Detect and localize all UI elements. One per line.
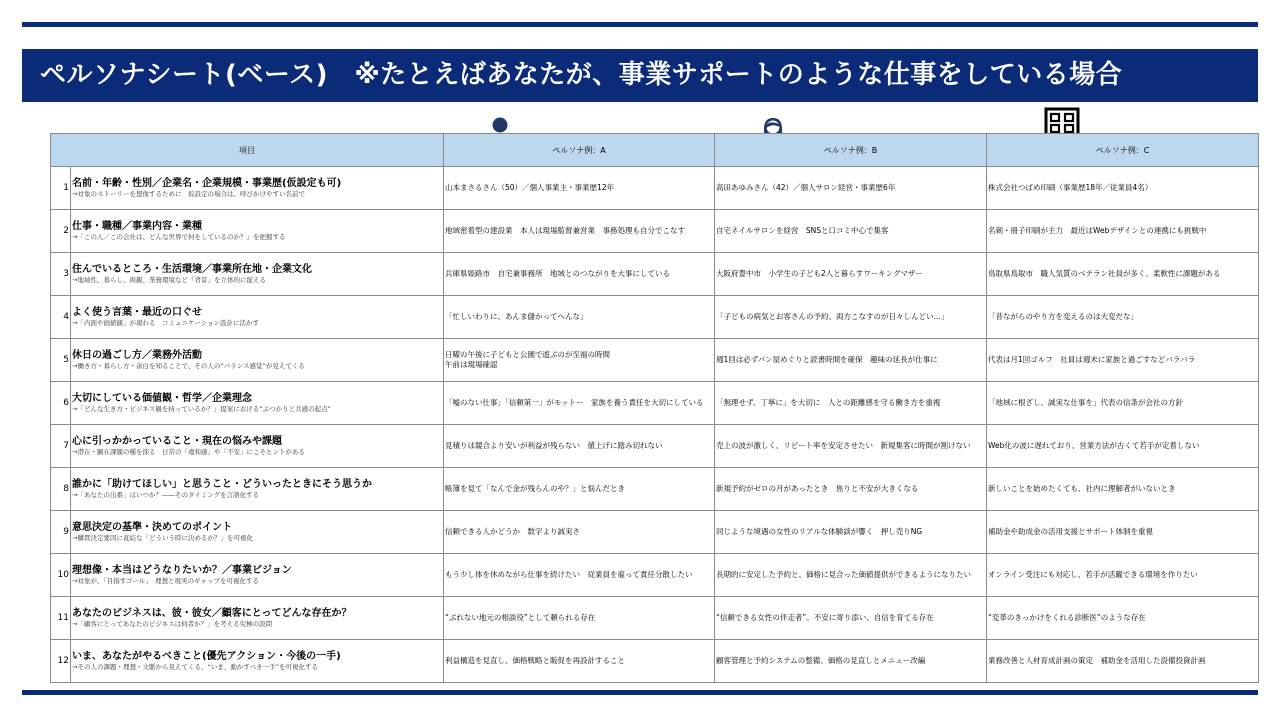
cell-persona-c: 代表は月1回ゴルフ 社員は週末に家族と過ごすなどバラバラ — [987, 339, 1259, 382]
row-title: 理想像・本当はどうなりたいか？／事業ビジョン — [72, 565, 292, 576]
row-title: 意思決定の基準・決めてのポイント — [72, 522, 232, 533]
row-subtitle: →「この人／この会社は、どんな世界で何をしているのか？」を把握する — [72, 233, 286, 241]
row-subtitle: →対象のストーリーを想像するために 仮設定の場合は、呼びかけやすい名前で — [72, 190, 305, 198]
cell-persona-c: 「地域に根ざし、誠実な仕事を」代表の信条が会社の方針 — [987, 382, 1259, 425]
cell-persona-b: 新規予約がゼロの月があったとき 焦りと不安が大きくなる — [715, 468, 987, 511]
header-item: 項目 — [51, 134, 444, 167]
row-item — [71, 167, 444, 210]
row-number: 6 — [51, 382, 71, 425]
row-subtitle: →その人の課題・理想・文脈から見えてくる、“いま、動かすべき一手”を可視化する — [72, 663, 319, 671]
row-number: 1 — [51, 167, 71, 210]
cell-persona-a: 利益構造を見直し、価格戦略と販促を再設計すること — [444, 640, 715, 683]
row-title: 心に引っかかっていること・現在の悩みや課題 — [72, 436, 282, 447]
cell-persona-c: 「昔ながらのやり方を変えるのは大変だな」 — [987, 296, 1259, 339]
row-subtitle: →「あなたの出番」はいつか？――そのタイミングを言語化する — [72, 491, 260, 499]
table-row — [51, 167, 1259, 210]
row-item — [71, 339, 444, 382]
cell-persona-a: 日曜の午後に子どもと公園で遊ぶのが至福の時間 午前は現場確認 — [444, 339, 715, 382]
row-title: あなたのビジネスは、彼・彼女／顧客にとってどんな存在か？ — [72, 608, 352, 619]
row-subtitle: →潜在・顕在課題の種を探る 日常の「違和感」や「不安」にこそヒントがある — [72, 448, 305, 456]
row-number: 9 — [51, 511, 71, 554]
row-item — [71, 382, 444, 425]
table-row — [51, 425, 1259, 468]
row-number: 10 — [51, 554, 71, 597]
header-persona-a: ペルソナ例：A — [444, 134, 715, 167]
cell-persona-c: オンライン受注にも対応し、若手が活躍できる環境を作りたい — [987, 554, 1259, 597]
cell-persona-b: “信頼できる女性の伴走者”。不安に寄り添い、自信を育てる存在 — [715, 597, 987, 640]
cell-persona-b: 自宅ネイルサロンを経営 SNSと口コミ中心で集客 — [715, 210, 987, 253]
top-rule — [22, 22, 1258, 27]
table-row — [51, 210, 1259, 253]
row-item — [71, 468, 444, 511]
bottom-rule — [22, 690, 1258, 695]
cell-persona-c: “変革のきっかけをくれる診断医”のような存在 — [987, 597, 1259, 640]
row-subtitle: →「どんな生き方・ビジネス観を持っているか？」提案における“ぶつかりと共感の起点” — [72, 405, 331, 413]
cell-persona-b: 週1回は必ずパン屋めぐりと読書時間を確保 趣味の延長が仕事に — [715, 339, 987, 382]
row-title: 名前・年齢・性別／企業名・企業規模・事業歴(仮設定も可) — [72, 178, 342, 189]
cell-persona-a: 見積りは競合より安いが利益が残らない 値上げに踏み切れない — [444, 425, 715, 468]
row-item — [71, 296, 444, 339]
cell-persona-b: 「無理せず、丁寧に」を大切に 人との距離感を守る働き方を重視 — [715, 382, 987, 425]
row-subtitle: →働き方・暮らし方・余白を知ることで、その人の“バランス感覚”が見えてくる — [72, 362, 305, 370]
table-row — [51, 468, 1259, 511]
row-item — [71, 253, 444, 296]
row-title: 誰かに「助けてほしい」と思うこと・どういったときにそう思うか — [72, 479, 372, 490]
row-item — [71, 597, 444, 640]
row-number: 5 — [51, 339, 71, 382]
cell-persona-c: 株式会社つばめ印刷（事業歴18年／従業員4名） — [987, 167, 1259, 210]
row-subtitle: →「顧客にとってあなたのビジネスは何者か？」を考える究極の設問 — [72, 620, 273, 628]
table-row — [51, 382, 1259, 425]
cell-persona-a: もう少し体を休めながら仕事を続けたい 従業員を雇って責任分散したい — [444, 554, 715, 597]
table-header-row — [51, 134, 1259, 167]
row-item — [71, 640, 444, 683]
cell-persona-c: 鳥取県鳥取市 職人気質のベテラン社員が多く、柔軟性に課題がある — [987, 253, 1259, 296]
row-item — [71, 511, 444, 554]
header-persona-b: ペルソナ例：B — [715, 134, 987, 167]
row-item — [71, 425, 444, 468]
row-subtitle: →「内面や価値観」が現れる コミュニケーション設計に活かす — [72, 319, 260, 327]
table-row — [51, 296, 1259, 339]
row-number: 3 — [51, 253, 71, 296]
cell-persona-a: 帳簿を見て「なんで金が残らんのや？」と悩んだとき — [444, 468, 715, 511]
row-subtitle: →購買決定要因に直結な「どういう時に決めるか？」を可視化 — [72, 534, 253, 542]
cell-persona-b: 長期的に安定した予約と、価格に見合った価値提供ができるようになりたい — [715, 554, 987, 597]
header-persona-c: ペルソナ例：C — [987, 134, 1259, 167]
row-title: いま、あなたがやるべきこと(優先アクション・今後の一手) — [72, 651, 341, 662]
cell-persona-a: 山本まさるさん（50）／個人事業主・事業歴12年 — [444, 167, 715, 210]
cell-persona-a: 「忙しいわりに、あんま儲かってへんな」 — [444, 296, 715, 339]
row-number: 8 — [51, 468, 71, 511]
row-number: 11 — [51, 597, 71, 640]
row-subtitle: →地域性、暮らし、両親、業務環境など「背景」を立体的に捉える — [72, 276, 266, 284]
cell-persona-c: Web化の波に遅れており、営業方法が古くて若手が定着しない — [987, 425, 1259, 468]
table-row — [51, 554, 1259, 597]
cell-persona-b: 同じような境遇の女性のリアルな体験談が響く 押し売りNG — [715, 511, 987, 554]
row-title: 住んでいるところ・生活環境／事業所在地・企業文化 — [72, 264, 312, 275]
row-item — [71, 554, 444, 597]
cell-persona-a: 地域密着型の建設業 本人は現場監督兼営業 事務処理も自分でこなす — [444, 210, 715, 253]
row-subtitle: →対象が、「目指すゴール」 理想と現実のギャップを可視化する — [72, 577, 259, 585]
row-title: 仕事・職種／事業内容・業種 — [72, 221, 202, 232]
cell-persona-b: 売上の波が激しく、リピート率を安定させたい 新規集客に時間が割けない — [715, 425, 987, 468]
row-item — [71, 210, 444, 253]
cell-persona-a: 兵庫県姫路市 自宅兼事務所 地域とのつながりを大事にしている — [444, 253, 715, 296]
row-number: 4 — [51, 296, 71, 339]
cell-persona-b: 顧客管理と予約システムの整備、価格の見直しとメニュー改編 — [715, 640, 987, 683]
cell-persona-c: 新しいことを始めたくても、社内に理解者がいないとき — [987, 468, 1259, 511]
cell-persona-a: “ぶれない地元の相談役”として頼られる存在 — [444, 597, 715, 640]
persona-table — [50, 133, 1259, 683]
row-title: 大切にしている価値観・哲学／企業理念 — [72, 393, 252, 404]
cell-persona-a: 信頼できる人かどうか 数字より誠実さ — [444, 511, 715, 554]
cell-persona-c: 補助金や助成金の活用支援とサポート体制を重視 — [987, 511, 1259, 554]
table-row — [51, 597, 1259, 640]
row-number: 7 — [51, 425, 71, 468]
page-title: ペルソナシート(ベース) ※たとえばあなたが、事業サポートのような仕事をしている場合 — [22, 49, 1258, 102]
table-row — [51, 511, 1259, 554]
cell-persona-b: 大阪府豊中市 小学生の子ども2人と暮らすワーキングマザー — [715, 253, 987, 296]
table-row — [51, 253, 1259, 296]
row-number: 2 — [51, 210, 71, 253]
row-number: 12 — [51, 640, 71, 683]
cell-persona-b: 「子どもの病気とお客さんの予約、両方こなすのが日々しんどい…」 — [715, 296, 987, 339]
cell-persona-c: 業務改善と人材育成計画の策定 補助金を活用した設備投資計画 — [987, 640, 1259, 683]
cell-persona-b: 高田あゆみさん（42）／個人サロン経営・事業歴6年 — [715, 167, 987, 210]
row-title: 休日の過ごし方／業務外活動 — [72, 350, 202, 361]
table-row — [51, 339, 1259, 382]
cell-persona-c: 名刺・冊子印刷が主力 最近はWebデザインとの連携にも挑戦中 — [987, 210, 1259, 253]
cell-persona-a: 「嘘のない仕事」「信頼第一」がモットー 家族を養う責任を大切にしている — [444, 382, 715, 425]
table-row — [51, 640, 1259, 683]
row-title: よく使う言葉・最近の口ぐせ — [72, 307, 202, 318]
